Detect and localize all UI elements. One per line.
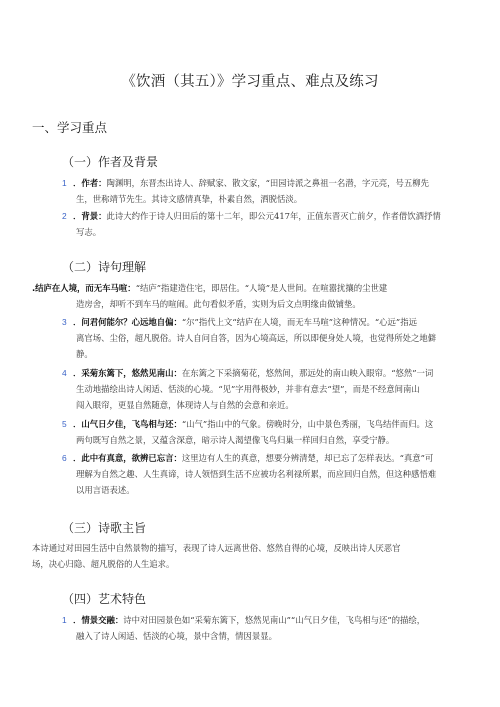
item-label: ．采菊东篱下，悠然见南山： [73, 368, 182, 378]
item-text: 静。 [76, 349, 93, 359]
item-text: 生，世称靖节先生。其诗文感情真挚，朴素自然，洒脱恬淡。 [76, 194, 303, 204]
item-text: “结庐”指建造住宅，即居住。“人境”是人世间。在喧嚣扰攘的尘世建 [135, 283, 388, 293]
item-number: 3 [62, 317, 67, 327]
item-number: 6 [62, 453, 67, 463]
item-text: 写志。 [76, 227, 102, 237]
list-item [32, 314, 462, 362]
item-text: 融入了诗人闲适、恬淡的心境，景中含情，情因景显。 [76, 631, 277, 641]
item-text: 生动地描绘出诗人闲适、恬淡的心境。“见”字用得极妙，并非有意去“望”，而是不经意间南山 [76, 384, 420, 394]
item-text: 这里边有人生的真意，想要分辨清楚，却已忘了怎样表达。“真意”可 [181, 453, 434, 463]
item-text: “山气”指山中的气象。傍晚时分，山中景色秀丽，飞鸟结伴而归。这 [181, 419, 434, 429]
item-text: 两句既写自然之景，又蕴含深意，暗示诗人渴望像飞鸟归巢一样回归自然，享受宁静。 [76, 435, 395, 445]
item-text: 诗中对田园景色如“采菊东篱下，悠然见南山”“山气日夕佳，飞鸟相与还”的描绘， [123, 615, 426, 625]
item-number: 2 [62, 211, 67, 221]
item-label: ．背景： [73, 211, 107, 221]
item-label: ．山气日夕佳，飞鸟相与还： [73, 419, 182, 429]
item-text: 陶渊明，东晋杰出诗人、辞赋家、散文家，“田园诗派之鼻祖一名潜，字元亮，号五柳先 [106, 178, 430, 188]
item-number: 4 [62, 368, 67, 378]
subheading-poem-understanding: （二）诗句理解 [62, 260, 147, 274]
paragraph-line: 场，决心归隐、超凡脱俗的人生追求。 [32, 559, 175, 569]
list-item [32, 175, 462, 207]
item-label: ．情景交融： [73, 615, 124, 625]
item-number: 5 [62, 419, 67, 429]
item-number: 1 [62, 615, 67, 625]
subheading-author-background: （一）作者及背景 [62, 155, 159, 169]
item-label: .结庐在人境，而无车马喧： [32, 283, 136, 293]
item-text: 以用言语表述。 [76, 485, 135, 495]
page-title: 《饮酒（其五）》学习重点、难点及练习 [121, 74, 379, 90]
item-text: 离官场、尘俗，超凡脱俗。诗人自问自答，因为心境高远，所以即便身处人境，也觉得所处之地僻 [76, 333, 437, 343]
list-item [32, 450, 462, 498]
item-text: 理解为自然之趣、人生真谛，诗人领悟到生活不应被功名利禄所累，而应回归自然，但这种感悟难 [76, 469, 437, 479]
list-item [32, 416, 462, 448]
item-text: “尔”指代上文“结庐在人境，而无车马喧”这种情况。“心远”指远 [181, 317, 417, 327]
item-label: ．此中有真意，欲辨已忘言： [73, 453, 182, 463]
subheading-artistic-features: （四）艺术特色 [62, 592, 147, 606]
paragraph-line: 本诗通过对田园生活中自然景物的描写，表现了诗人远离世俗、悠然自得的心境，反映出诗人厌恶官 [32, 543, 401, 553]
list-item [32, 280, 462, 312]
list-item [32, 612, 462, 644]
item-number: 1 [62, 178, 67, 188]
item-text: 在东篱之下采摘菊花，悠然间，那远处的南山映入眼帘。“悠然”一词 [181, 368, 434, 378]
item-text: 此诗大约作于诗人归田后的第十二年，即公元417年，正值东晋灭亡前夕，作者借饮酒抒情 [106, 211, 441, 221]
item-text: 闯入眼帘，更显自然随意，体现诗人与自然的会意和亲近。 [76, 400, 294, 410]
item-label: ．作者： [73, 178, 107, 188]
theme-paragraph [32, 540, 462, 572]
section-heading-key-points: 一、学习重点 [32, 120, 108, 135]
subheading-theme: （三）诗歌主旨 [62, 521, 147, 535]
list-item [32, 208, 462, 240]
item-label: ．问君何能尔？心远地自偏： [73, 317, 182, 327]
item-text: 造房舍，却听不到车马的喧闹。此句看似矛盾，实则为后文点明缘由做铺垫。 [76, 299, 361, 309]
list-item [32, 365, 462, 413]
